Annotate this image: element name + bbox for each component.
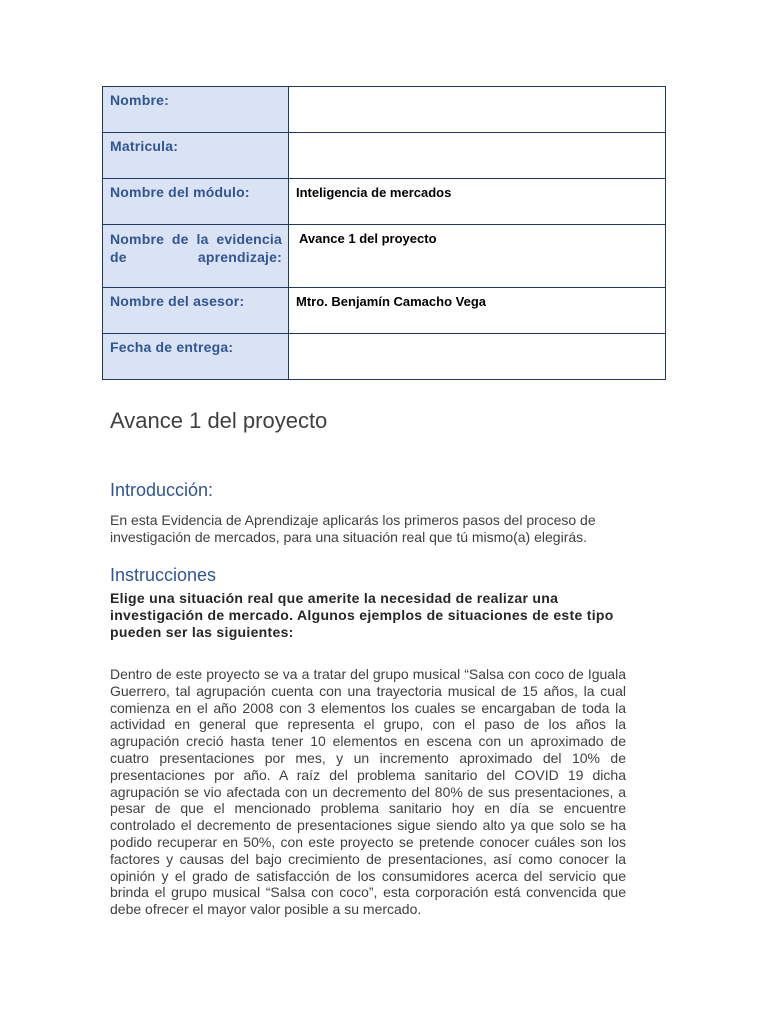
table-row — [103, 288, 666, 334]
label-asesor: Nombre del asesor: — [103, 288, 289, 334]
label-evidencia — [103, 225, 289, 288]
introduccion-text: En esta Evidencia de Aprendizaje aplicarás los primeros pasos del proceso de investigación de mercados, para una situación real que tú mismo(a) elegirás. — [110, 512, 596, 545]
student-info-table — [102, 86, 666, 380]
document-title: Avance 1 del proyecto — [110, 408, 328, 433]
instrucciones-text: Elige una situación real que amerite la necesidad de realizar una investigación de mercado. Algunos ejemplos de situaciones de este tipo pueden ser las siguientes: — [110, 590, 614, 640]
value-asesor: Mtro. Benjamín Camacho Vega — [289, 288, 666, 334]
project-description-paragraph: Dentro de este proyecto se va a tratar del grupo musical “Salsa con coco de Iguala Guerrero, tal agrupación cuenta con una trayectoria musical de 15 años, la cual comienza en el año 2008 con 3 elementos los cuales se encargaban de toda la actividad en general que representa el grupo, con el paso de los años la agrupación creció hasta tener 10 elementos en escena con un aproximado de cuatro presentaciones por mes, y un incremento aproximado del 10% de presentaciones por año. A raíz del problema sanitario del COVID 19 dicha agrupación se vio afectada con un decremento del 80% de sus presentaciones, a pesar de que el mencionado problema sanitario hoy en día se encuentre controlado el decremento de presentaciones sigue siendo alto ya que solo se ha podido recuperar en 50%, con este proyecto se pretende conocer cuáles son los factores y causas del bajo crecimiento de presentaciones, así como conocer la opinión y el grado de satisfacción de los consumidores acerca del servicio que brinda el grupo musical “Salsa con coco”, esta corporación está convencida que debe ofrecer el mayor valor posible a su mercado. — [110, 666, 626, 918]
value-nombre — [289, 87, 666, 133]
table-row — [103, 179, 666, 225]
value-fecha — [289, 334, 666, 380]
introduccion-heading: Introducción: — [110, 480, 214, 500]
label-fecha: Fecha de entrega: — [103, 334, 289, 380]
value-evidencia: Avance 1 del proyecto — [289, 225, 666, 288]
label-evidencia-text: Nombre de la evidencia de aprendizaje: — [110, 231, 282, 265]
table-row — [103, 225, 666, 288]
label-nombre: Nombre: — [103, 87, 289, 133]
table-row — [103, 334, 666, 380]
value-matricula — [289, 133, 666, 179]
value-modulo: Inteligencia de mercados — [289, 179, 666, 225]
table-row — [103, 87, 666, 133]
label-modulo: Nombre del módulo: — [103, 179, 289, 225]
table-row — [103, 133, 666, 179]
instrucciones-heading: Instrucciones — [110, 565, 217, 585]
label-matricula: Matricula: — [103, 133, 289, 179]
